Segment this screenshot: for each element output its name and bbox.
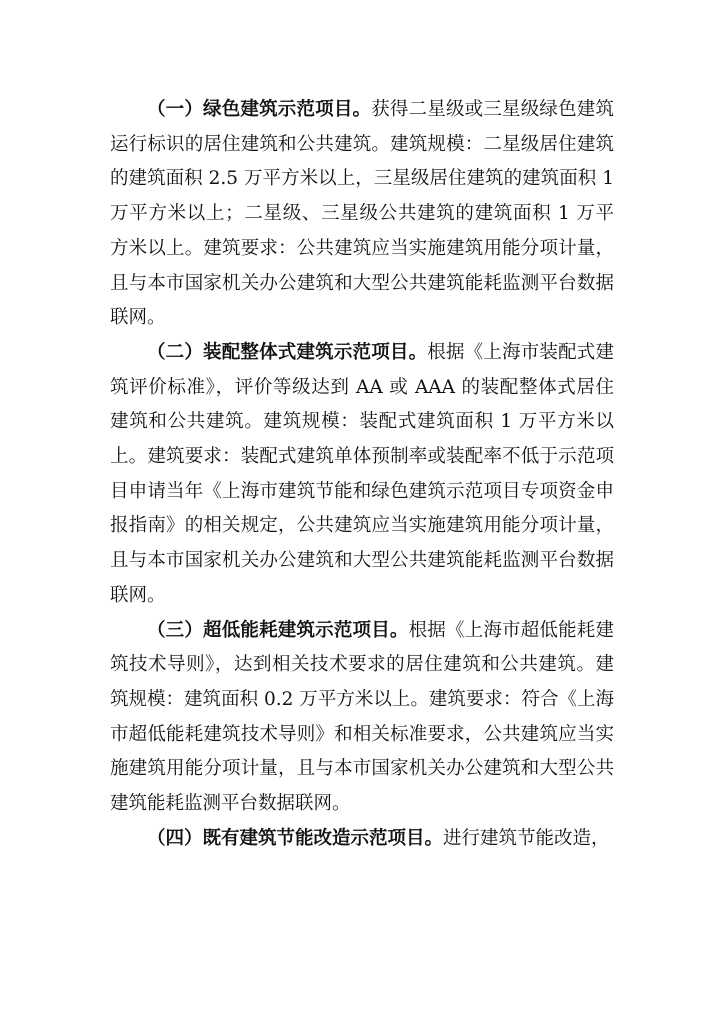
section-4-body: 进行建筑节能改造， (443, 827, 610, 849)
section-4-paragraph (110, 822, 614, 857)
section-3-heading: （三）超低能耗建筑示范项目。 (147, 619, 409, 641)
section-4-heading: （四）既有建筑节能改造示范项目。 (147, 827, 444, 849)
section-1-body: 获得二星级或三星级绿色建筑运行标识的居住建筑和公共建筑。建筑规模：二星级居住建筑的建筑面积 2.5 万平方米以上，三星级居住建筑的建筑面积 1 万平方米以上；二星级、三星级公共建筑的建筑面积 1 万平方米以上。建筑要求：公共建筑应当实施建筑用能分项计量，且与本市国家机关办公建筑和大型公共建筑能耗监测平台数据联网。 (110, 99, 614, 329)
section-3-paragraph (110, 614, 614, 822)
section-2-body: 根据《上海市装配式建筑评价标准》，评价等级达到 AA 或 AAA 的装配整体式居住建筑和公共建筑。建筑规模：装配式建筑面积 1 万平方米以上。建筑要求：装配式建筑单体预制率或装配率不低于示范项目申请当年《上海市建筑节能和绿色建筑示范项目专项资金申报指南》的相关规定，公共建筑应当实施建筑用能分项计量，且与本市国家机关办公建筑和大型公共建筑能耗监测平台数据联网。 (110, 341, 614, 606)
section-3-body: 根据《上海市超低能耗建筑技术导则》，达到相关技术要求的居住建筑和公共建筑。建筑规模：建筑面积 0.2 万平方米以上。建筑要求：符合《上海市超低能耗建筑技术导则》和相关标准要求，公共建筑应当实施建筑用能分项计量，且与本市国家机关办公建筑和大型公共建筑能耗监测平台数据联网。 (110, 619, 614, 815)
section-2-paragraph (110, 336, 614, 614)
section-1-paragraph (110, 93, 614, 336)
section-1-heading: （一）绿色建筑示范项目。 (147, 99, 372, 120)
section-2-heading: （二）装配整体式建筑示范项目。 (147, 341, 428, 363)
